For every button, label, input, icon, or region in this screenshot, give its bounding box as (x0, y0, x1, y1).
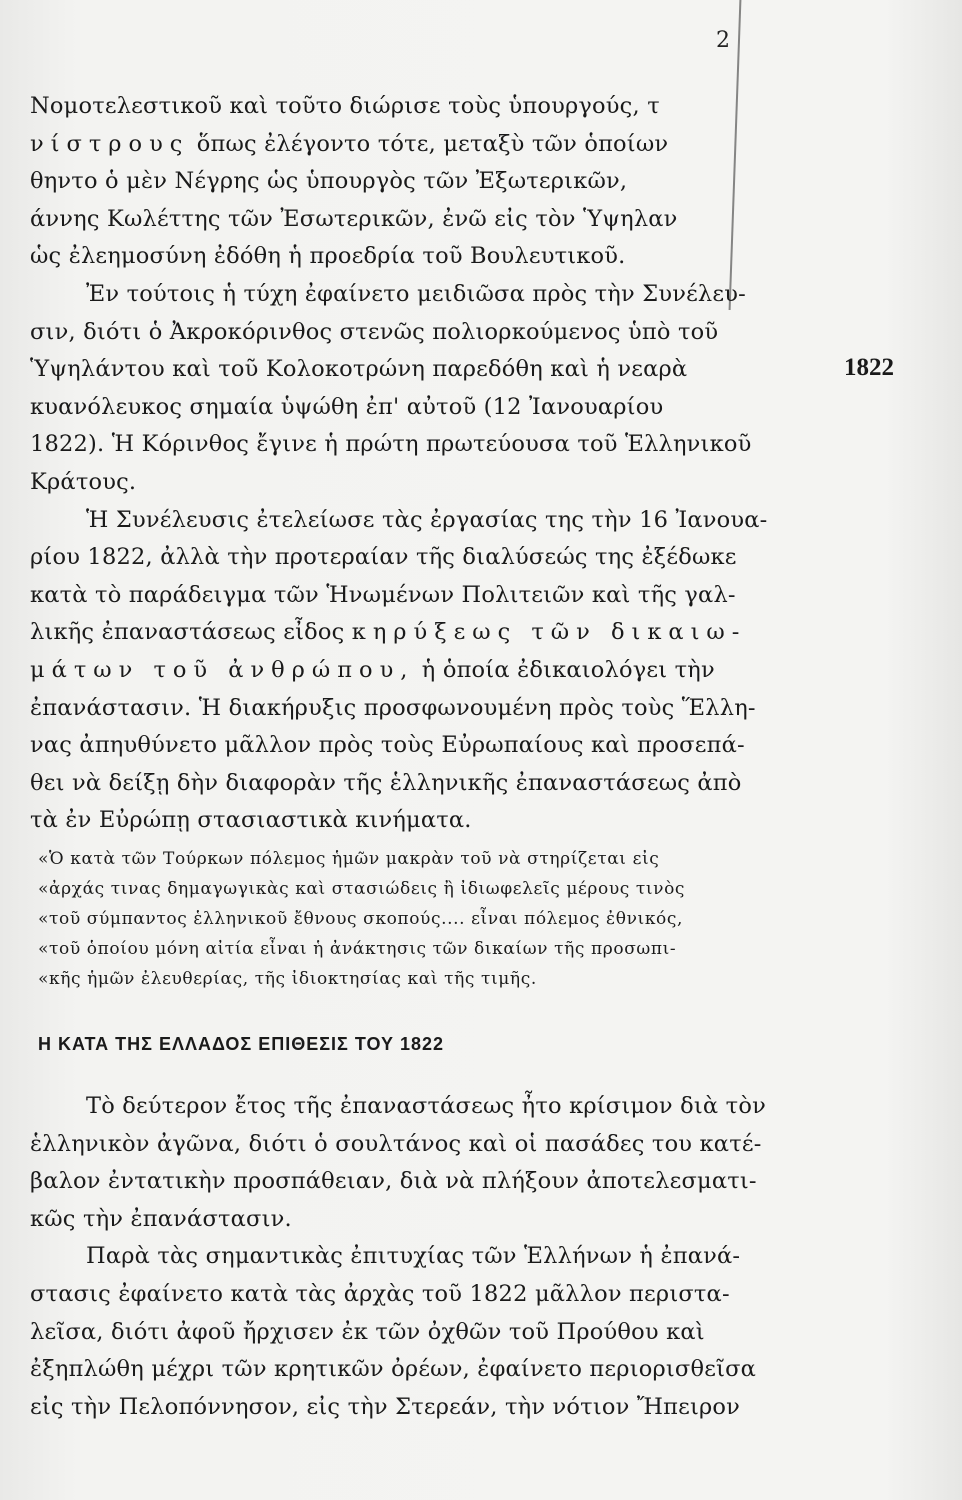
text-line: Κράτους. (30, 468, 137, 495)
text-line: εἰς τὴν Πελοπόννησον, εἰς τὴν Στερεάν, τὴν νότιον Ἤπειρον (30, 1393, 741, 1420)
text-line: ἐπανάστασιν. Ἡ διακήρυξις προσφωνουμένη πρὸς τοὺς Ἕλλη- (30, 694, 756, 721)
text-line: ἐξηπλώθη μέχρι τῶν κρητικῶν ὀρέων, ἐφαίνετο περιορισθεῖσα (30, 1356, 757, 1383)
text-line (30, 614, 830, 652)
text-line: άννης Κωλέττης τῶν Ἐσωτερικῶν, ἐνῶ εἰς τὸν Ὑψηλαν (30, 205, 678, 232)
section-heading: Η ΚΑΤΑ ΤΗΣ ΕΛΛΑΔΟΣ ΕΠΙΘΕΣΙΣ ΤΟΥ 1822 (38, 1034, 445, 1054)
quote-line: «κῆς ἡμῶν ἐλευθερίας, τῆς ἰδιοκτησίας καὶ τῆς τιμῆς. (38, 969, 537, 989)
text-line: λεῖσα, διότι ἀφοῦ ἤρχισεν ἐκ τῶν ὀχθῶν τοῦ Προύθου καὶ (30, 1318, 705, 1345)
text-line: ἑλληνικὸν ἀγῶνα, διότι ὁ σουλτάνος καὶ οἱ πασάδες του κατέ- (30, 1130, 762, 1157)
emphasized-phrase: κηρύξεως τῶν δικαιω- (351, 619, 747, 646)
text-line: στασις ἐφαίνετο κατὰ τὰς ἀρχὰς τοῦ 1822 μᾶλλον περιστα- (30, 1280, 730, 1307)
text-line: 1822). Ἡ Κόρινθος ἔγινε ἡ πρώτη πρωτεύουσα τοῦ Ἑλληνικοῦ (30, 431, 752, 458)
margin-year-note: 1822 (844, 354, 894, 381)
quote-line: «τοῦ ὁποίου μόνη αἰτία εἶναι ἡ ἀνάκτησις τῶν δικαίων τῆς προσωπι- (38, 939, 677, 959)
text-line: Ὑψηλάντου καὶ τοῦ Κολοκοτρώνη παρεδόθη καὶ ἡ νεαρὰ (30, 356, 688, 383)
text-line: κατὰ τὸ παράδειγμα τῶν Ἡνωμένων Πολιτειῶν καὶ τῆς γαλ- (30, 581, 736, 608)
text-line: Παρὰ τὰς σημαντικὰς ἐπιτυχίας τῶν Ἑλλήνων ἡ ἐπανά- (86, 1243, 741, 1270)
text-fragment: ἡ ὁποία ἐδικαιολόγει τὴν (414, 656, 715, 683)
text-line: Ἐν τούτοις ἡ τύχη ἐφαίνετο μειδιῶσα πρὸς τὴν Συνέλευ- (86, 280, 746, 307)
quote-line: «Ὁ κατὰ τῶν Τούρκων πόλεμος ἡμῶν μακρὰν τοῦ νὰ στηρίζεται εἰς (38, 849, 660, 869)
text-fragment: λικῆς ἐπαναστάσεως εἶδος (30, 619, 352, 646)
text-line: Νομοτελεστικοῦ καὶ τοῦτο διώρισε τοὺς ὑπουργούς, τ (30, 93, 660, 119)
text-line: ὡς ἐλεημοσύνη ἐδόθη ἡ προεδρία τοῦ Βουλευτικοῦ. (30, 243, 626, 270)
text-line: βαλον ἐντατικὴν προσπάθειαν, διὰ νὰ πλήξουν ἀποτελεσματι- (30, 1168, 757, 1195)
quotation-block (38, 844, 838, 994)
text-line: Ἡ Συνέλευσις ἐτελείωσε τὰς ἐργασίας της τὴν 16 Ἰανουα- (86, 506, 768, 533)
text-line: κῶς τὴν ἐπανάστασιν. (30, 1205, 292, 1232)
text-line: κυανόλευκος σημαία ὑψώθη ἐπ' αὐτοῦ (12 Ἰανουαρίου (30, 393, 664, 420)
text-line: ρίου 1822, ἀλλὰ τὴν προτεραίαν τῆς διαλύσεώς της ἐξέδωκε (30, 544, 737, 571)
text-line (30, 652, 830, 690)
text-line: θηντο ὁ μὲν Νέγρης ὡς ὑπουργὸς τῶν Ἐξωτερικῶν, (30, 168, 628, 195)
main-text-bottom (30, 1088, 830, 1426)
text-line (30, 126, 830, 164)
quote-line: «ἀρχάς τινας δημαγωγικὰς καὶ στασιώδεις ἢ ἰδιωφελεῖς μέρους τινὸς (38, 879, 686, 899)
text-line: τὰ ἐν Εὐρώπῃ στασιαστικὰ κινήματα. (30, 807, 472, 834)
text-line: σιν, διότι ὁ Ἀκροκόρινθος στενῶς πολιορκούμενος ὑπὸ τοῦ (30, 318, 719, 345)
text-line: νας ἀπηυθύνετο μᾶλλον πρὸς τοὺς Εὐρωπαίους καὶ προσεπά- (30, 732, 745, 759)
text-line: Τὸ δεύτερον ἔτος τῆς ἐπαναστάσεως ἦτο κρίσιμον διὰ τὸν (86, 1093, 766, 1119)
quote-line: «τοῦ σύμπαντος ἑλληνικοῦ ἔθνους σκοπούς.... εἶναι πόλεμος ἐθνικός, (38, 909, 684, 929)
page-number: 2 (716, 28, 730, 53)
emphasized-word: νίστρους (30, 130, 190, 157)
text-fragment: ὅπως ἐλέγοντο τότε, μεταξὺ τῶν ὁποίων (189, 130, 669, 157)
emphasized-phrase: μάτων τοῦ ἀνθρώπου, (30, 656, 415, 683)
main-text-top (30, 88, 830, 840)
text-line: θει νὰ δείξῃ δὴν διαφορὰν τῆς ἑλληνικῆς ἐπαναστάσεως ἀπὸ (30, 769, 742, 796)
